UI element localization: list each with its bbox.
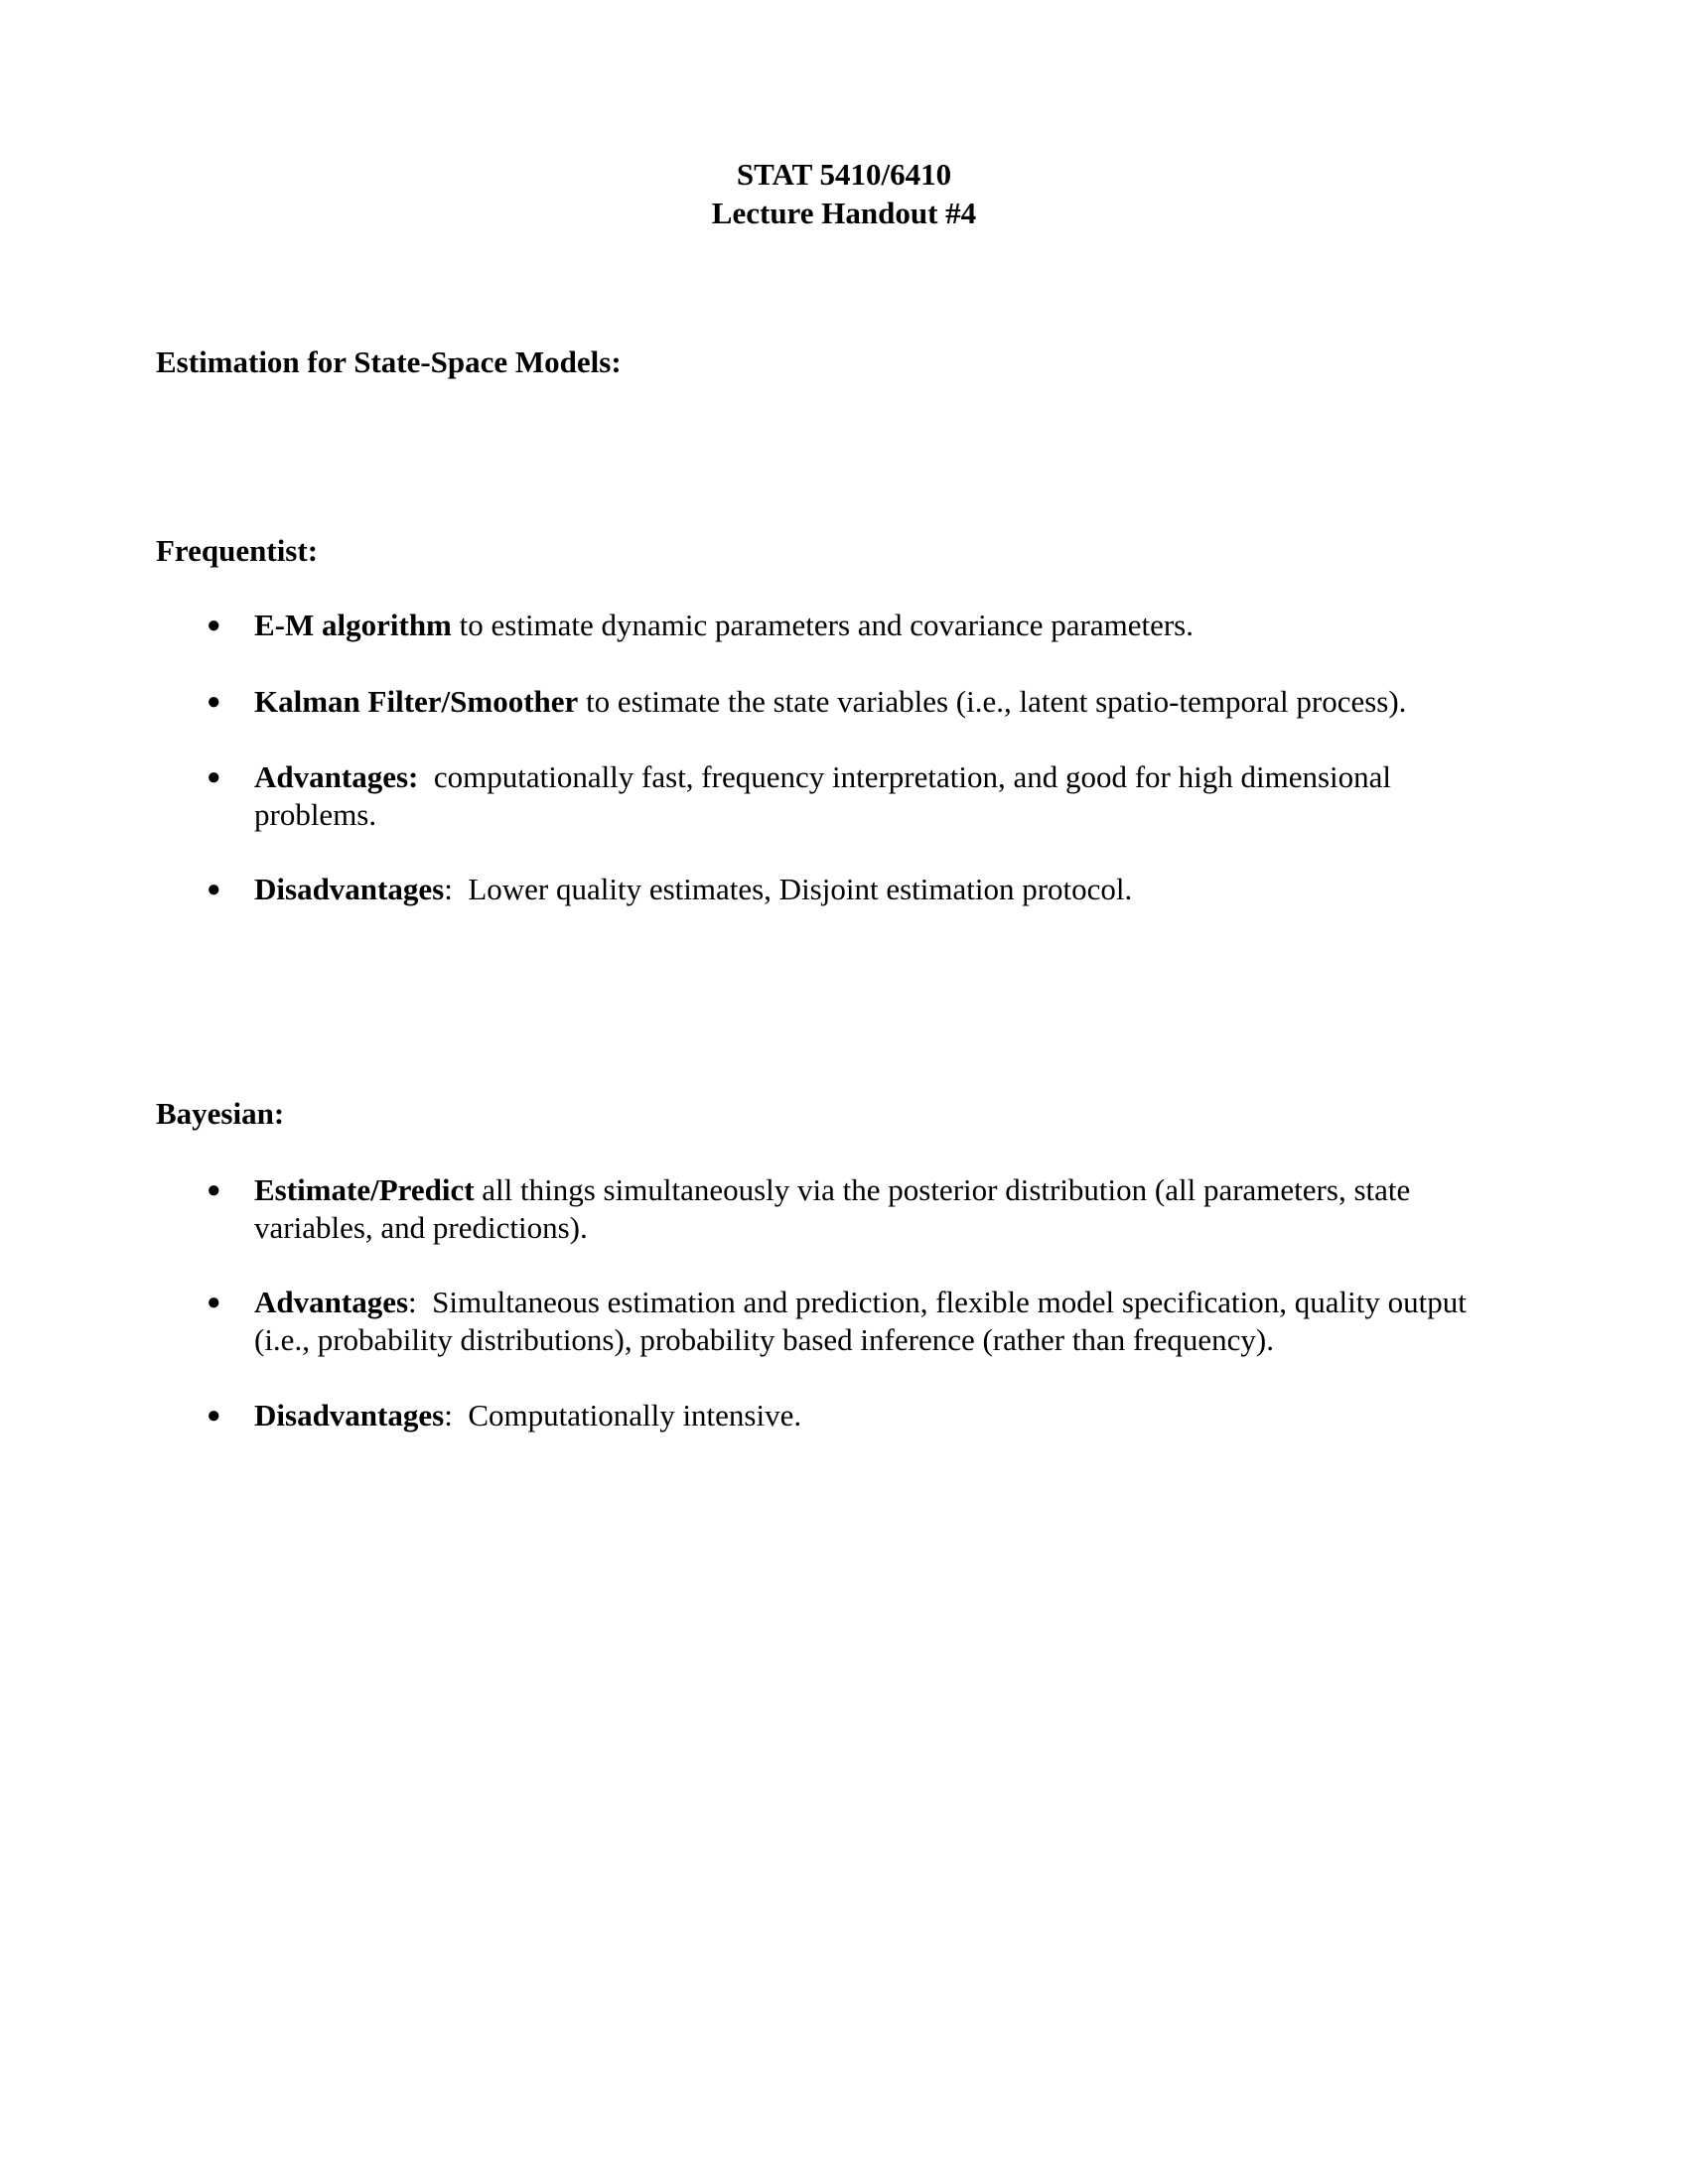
item-term: E-M algorithm — [254, 608, 452, 642]
frequentist-item-em-algorithm — [207, 607, 1497, 644]
bullet-icon: ● — [207, 1403, 221, 1429]
frequentist-item-disadvantages — [207, 871, 1497, 908]
bullet-icon: ● — [207, 1177, 221, 1203]
item-description: : Lower quality estimates, Disjoint estimation protocol. — [444, 872, 1133, 906]
list-item-text — [254, 1284, 1497, 1359]
bullet-icon: ● — [207, 689, 221, 715]
handout-title: Lecture Handout #4 — [711, 196, 977, 230]
item-description: to estimate dynamic parameters and covariance parameters. — [451, 608, 1194, 642]
item-description: : Computationally intensive. — [444, 1398, 802, 1433]
frequentist-item-advantages — [207, 758, 1497, 834]
list-item-text — [254, 1397, 1497, 1434]
list-item-text — [254, 1171, 1497, 1247]
bayesian-item-advantages — [207, 1284, 1497, 1359]
bullet-icon: ● — [207, 613, 221, 638]
item-term: Kalman Filter/Smoother — [254, 684, 579, 719]
item-term: Estimate/Predict — [254, 1172, 475, 1207]
main-heading: Estimation for State-Space Models: — [156, 344, 622, 379]
list-item-text — [254, 683, 1497, 721]
item-term: Advantages — [254, 1285, 409, 1319]
bullet-icon: ● — [207, 877, 221, 902]
item-description: all things simultaneously via the posterior distribution (all parameters, state variables, and predictions). — [254, 1172, 1411, 1245]
bayesian-item-disadvantages — [207, 1397, 1497, 1434]
frequentist-item-kalman — [207, 683, 1497, 721]
list-item-text — [254, 871, 1497, 908]
list-item-text — [254, 607, 1497, 644]
item-description: computationally fast, frequency interpretation, and good for high dimensional problems. — [254, 759, 1399, 832]
frequentist-heading: Frequentist: — [156, 533, 319, 568]
item-term: Disadvantages — [254, 872, 445, 906]
bullet-icon: ● — [207, 1290, 221, 1315]
course-title: STAT 5410/6410 — [736, 157, 952, 192]
bayesian-item-estimate-predict — [207, 1171, 1497, 1247]
item-term: Advantages: — [254, 759, 419, 794]
bayesian-heading: Bayesian: — [156, 1096, 285, 1131]
bullet-icon: ● — [207, 764, 221, 790]
item-term: Disadvantages — [254, 1398, 445, 1433]
item-description: to estimate the state variables (i.e., latent spatio-temporal process). — [578, 684, 1407, 719]
item-description: : Simultaneous estimation and prediction, flexible model specification, quality output (i.e., probability distributions), probability based inference (rather than frequency). — [254, 1285, 1475, 1357]
list-item-text — [254, 758, 1497, 834]
